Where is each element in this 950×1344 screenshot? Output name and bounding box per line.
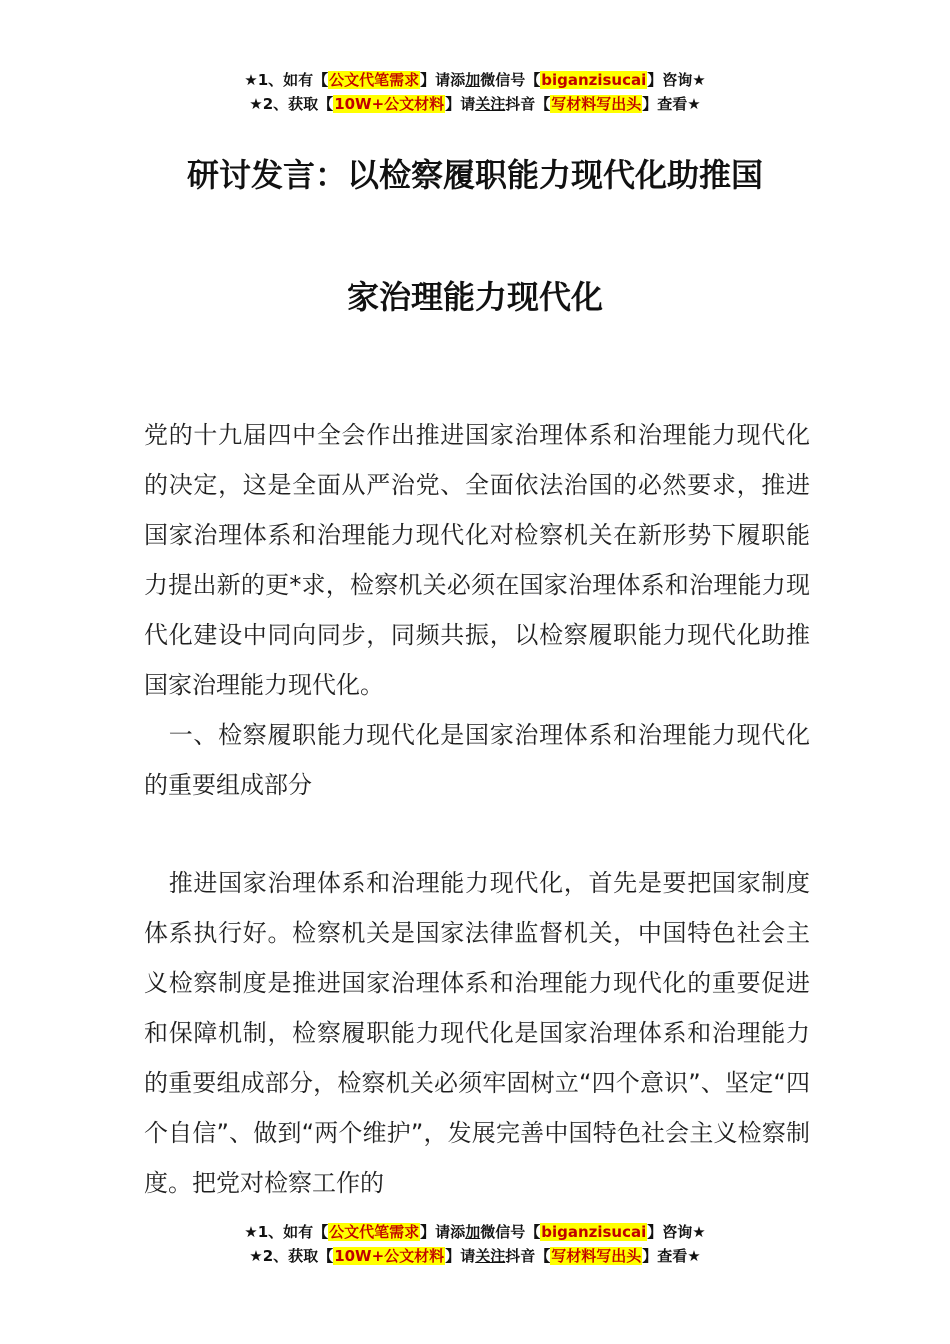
section-heading-1: 一、检察履职能力现代化是国家治理体系和治理能力现代化的重要组成部分 <box>144 721 810 799</box>
promo-banner-top <box>0 68 950 116</box>
promo-banner-bottom <box>0 1220 950 1268</box>
promo-underline: 关注 <box>475 1247 506 1265</box>
promo-text: ★1、如有【 <box>244 1223 329 1241</box>
promo-line-2 <box>0 92 950 116</box>
promo-text: 】请添 <box>420 71 466 89</box>
promo-line-1 <box>0 1220 950 1244</box>
promo-text: 】查看★ <box>642 1247 701 1265</box>
promo-text: 】咨询★ <box>647 71 706 89</box>
promo-text: 】请 <box>445 1247 476 1265</box>
document-title-line-2: 家治理能力现代化 <box>346 278 603 316</box>
promo-underline: 加 <box>465 1223 481 1241</box>
promo-text: 】请添 <box>420 1223 466 1241</box>
promo-line-2 <box>0 1244 950 1268</box>
promo-douyin-id: 写材料写出头 <box>551 1247 642 1265</box>
promo-wechat-id: biganzisucai <box>541 71 647 89</box>
promo-text: ★2、获取【 <box>249 95 334 113</box>
promo-text: ★1、如有【 <box>244 71 329 89</box>
promo-text: 】查看★ <box>642 95 701 113</box>
promo-underline: 关注 <box>475 95 506 113</box>
promo-underline: 加 <box>465 71 481 89</box>
paragraph-intro: 党的十九届四中全会作出推进国家治理体系和治理能力现代化的决定，这是全面从严治党、全面依法治国的必然要求，推进国家治理体系和治理能力现代化对检察机关在新形势下履职能力提出新的更*求，检察机关必须在国家治理体系和治理能力现代化建设中同向同步，同频共振，以检察履职能力现代化助推国家治理能力现代化。 <box>144 421 810 699</box>
document-title-line-1: 研讨发言：以检察履职能力现代化助推国 <box>186 156 763 194</box>
promo-text: 微信号【 <box>480 71 541 89</box>
promo-text: ★2、获取【 <box>249 1247 334 1265</box>
promo-text: 微信号【 <box>480 1223 541 1241</box>
promo-line-1 <box>0 68 950 92</box>
promo-highlight: 10W+公文材料 <box>334 1247 445 1265</box>
promo-text: 抖音【 <box>505 95 551 113</box>
promo-text: 】咨询★ <box>647 1223 706 1241</box>
promo-highlight: 公文代笔需求 <box>329 71 420 89</box>
promo-highlight: 公文代笔需求 <box>329 1223 420 1241</box>
promo-wechat-id: biganzisucai <box>541 1223 647 1241</box>
promo-text: 】请 <box>445 95 476 113</box>
promo-text: 抖音【 <box>505 1247 551 1265</box>
promo-douyin-id: 写材料写出头 <box>551 95 642 113</box>
paragraph-section-1: 推进国家治理体系和治理能力现代化，首先是要把国家制度体系执行好。检察机关是国家法律监督机关，中国特色社会主义检察制度是推进国家治理体系和治理能力现代化的重要促进和保障机制，检察履职能力现代化是国家治理体系和治理能力的重要组成部分，检察机关必须牢固树立“四个意识”、坚定“四个自信”、做到“两个维护”，发展完善中国特色社会主义检察制度。把党对检察工作的 <box>144 869 810 1197</box>
promo-highlight: 10W+公文材料 <box>334 95 445 113</box>
